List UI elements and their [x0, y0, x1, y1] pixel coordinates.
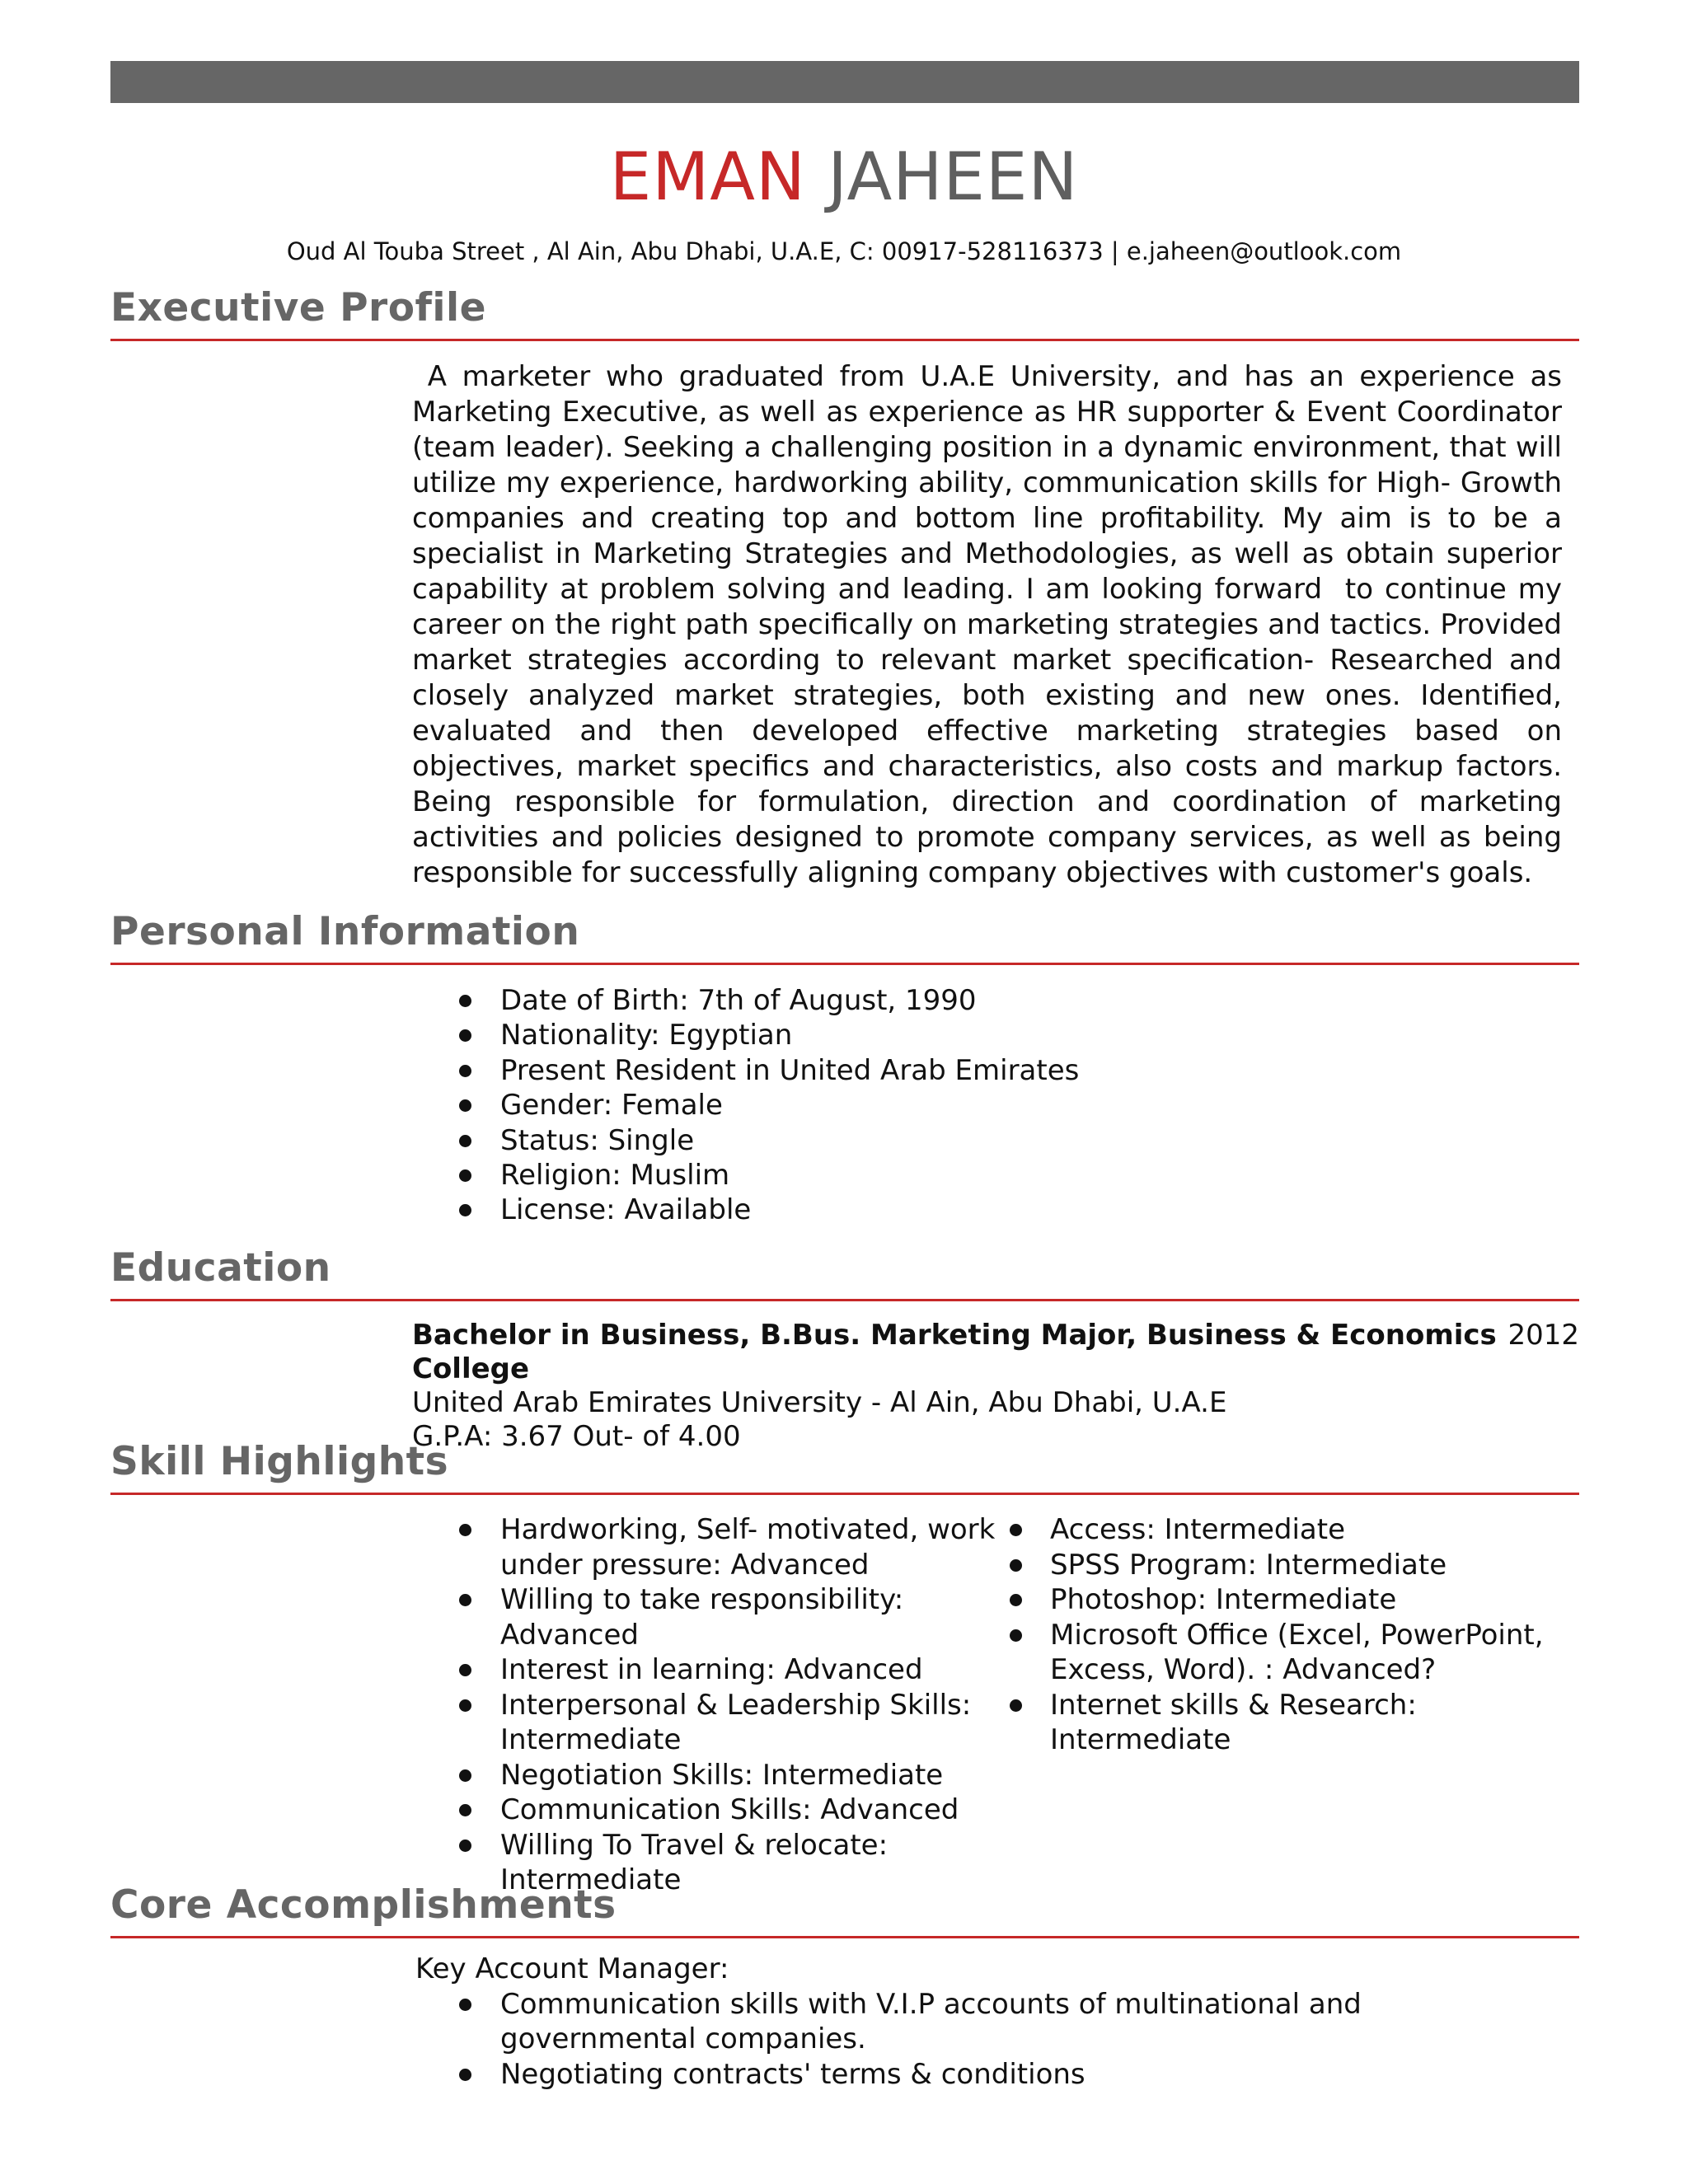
list-item: Communication skills with V.I.P accounts of multinational and governmental companies. [412, 1987, 1566, 2057]
list-item: Willing to take responsibility: Advanced [412, 1582, 997, 1652]
degree-detail: , B.Bus. Marketing Major, Business & Economics College [412, 1319, 1497, 1385]
list-item: Access: Intermediate [997, 1512, 1566, 1548]
list-item: Status: Single [412, 1123, 1566, 1158]
accomplishments-list [412, 1987, 1566, 2092]
personal-list [412, 983, 1566, 1228]
list-item: Interest in learning: Advanced [412, 1652, 997, 1688]
degree-name: Bachelor in Business [412, 1319, 740, 1352]
skills-column-right [997, 1512, 1566, 1898]
list-item: Date of Birth: 7th of August, 1990 [412, 983, 1566, 1018]
personal-content [412, 983, 1566, 1228]
list-item: License: Available [412, 1193, 1566, 1227]
university: United Arab Emirates University - Al Ain, Abu Dhabi, U.A.E [412, 1386, 1227, 1419]
list-item: Willing To Travel & relocate: Intermediate [412, 1828, 997, 1898]
contact-line: Oud Al Touba Street , Al Ain, Abu Dhabi, U.A.E, C: 00917-528116373 | e.jaheen@outlook.com [286, 237, 1402, 265]
education-header [412, 1319, 1579, 1386]
section-title-personal: Personal Information [110, 908, 1579, 965]
last-name: JAHEEN [828, 138, 1079, 215]
list-item: Microsoft Office (Excel, PowerPoint, Excess, Word). : Advanced? [997, 1618, 1566, 1688]
skills-list-left [412, 1512, 997, 1898]
education-content [412, 1319, 1579, 1454]
first-name: EMAN [609, 138, 806, 215]
list-item: Present Resident in United Arab Emirates [412, 1053, 1566, 1088]
candidate-name [0, 136, 1688, 218]
header-bar [110, 61, 1579, 103]
key-account-label: Key Account Manager: [415, 1952, 729, 1985]
section-title-education: Education [110, 1244, 1579, 1301]
list-item: Negotiation Skills: Intermediate [412, 1758, 997, 1793]
list-item: Interpersonal & Leadership Skills: Intermediate [412, 1688, 997, 1758]
skills-content [412, 1512, 1566, 1898]
list-item: SPSS Program: Intermediate [997, 1548, 1566, 1583]
section-title-accomplishments: Core Accomplishments [110, 1882, 1579, 1938]
graduation-year: 2012 [1507, 1319, 1579, 1352]
accomplishments-content [412, 1951, 1566, 2092]
list-item: Internet skills & Research: Intermediate [997, 1688, 1566, 1758]
skills-list-right [997, 1512, 1566, 1758]
list-item: Gender: Female [412, 1088, 1566, 1122]
list-item: Hardworking, Self- motivated, work under pressure: Advanced [412, 1512, 997, 1582]
degree [412, 1319, 1507, 1386]
list-item: Religion: Muslim [412, 1158, 1566, 1193]
list-item: Nationality: Egyptian [412, 1018, 1566, 1052]
section-title-profile: Executive Profile [110, 284, 1579, 341]
profile-text: A marketer who graduated from U.A.E University, and has an experience as Marketing Executive, as well as experience as HR supporter & Event Coordinator (team leader). Seeking a challenging position in a dynamic environment, that will utilize my experience, hardworking ability, communication skills for High- Growth companies and creating top and bottom line profitability. My aim is to be a specialist in Marketing Strategies and Methodologies, as well as obtain superior capability at problem solving and leading. I am looking forward to continue my career on the right path specifically on marketing strategies and tactics. Provided market strategies according to relevant market specification- Researched and closely analyzed market strategies, both existing and new ones. Identified, evaluated and then developed effective marketing strategies based on objectives, market specifics and characteristics, also costs and markup factors. Being responsible for formulation, direction and coordination of marketing activities and policies designed to promote company services, as well as being responsible for successfully aligning company objectives with customer's goals. [412, 360, 1571, 889]
skills-column-left [412, 1512, 997, 1898]
list-item: Negotiating contracts' terms & conditions [412, 2057, 1566, 2092]
list-item: Communication Skills: Advanced [412, 1793, 997, 1828]
list-item: Photoshop: Intermediate [997, 1582, 1566, 1618]
gpa: G.P.A: 3.67 Out- of 4.00 [412, 1420, 741, 1453]
section-title-skills: Skill Highlights [110, 1438, 1579, 1495]
profile-content [412, 359, 1571, 891]
